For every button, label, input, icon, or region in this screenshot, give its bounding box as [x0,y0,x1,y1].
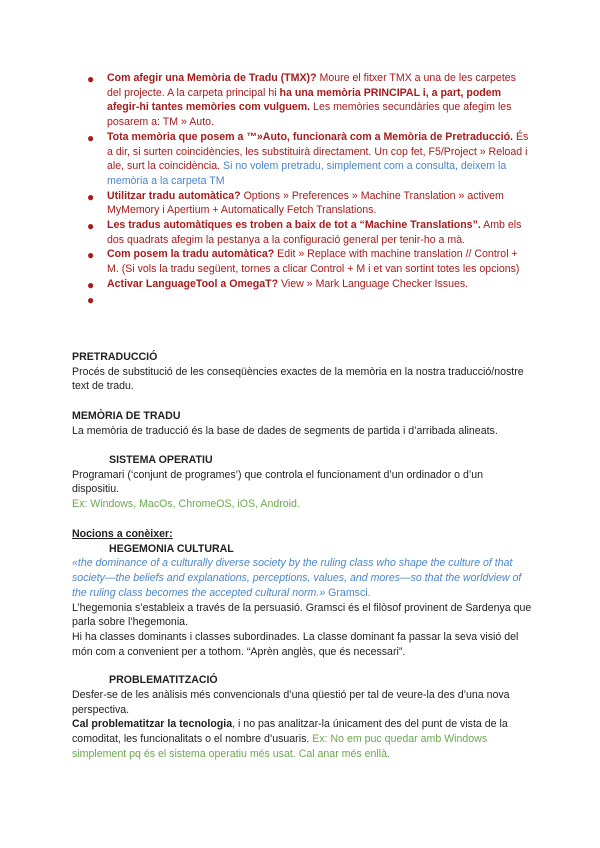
paragraph: L’hegemonia s’estableix a través de la persuasió. Gramsci és el filòsof provinent de Sardenya que parla sobre l’hegemonia. [72,601,532,629]
bold-text: Cal problematitzar la tecnologia [72,718,233,731]
bullet-icon: ● [87,189,95,204]
quote-block [72,556,532,600]
paragraph: Desfer-se de les anàlisis més convencionals d’una qüestió per tal de veure-la des d’una nova perspectiva. [72,689,510,716]
bullet-icon: ● [87,130,95,145]
section-title: MEMÒRIA DE TRADU [72,410,181,422]
subsection-title: HEGEMONIA CULTURAL [109,542,234,555]
answer-bold-text: ha una memòria PRINCIPAL i, a part, podem afegir-hi tantes memòries com vulguem. [107,86,502,114]
list-item [87,189,532,218]
example-text: Ex: Windows, MacOs, ChromeOS, iOS, Android. [72,498,300,511]
list-item [87,218,532,247]
section-title: PRETRADUCCIÓ [72,351,158,363]
example-text: Ex: No em puc quedar amb Windows simplement pq és el sistema operatiu més usat. Cal anar més enllà. [72,733,488,760]
answer-text: View » Mark Language Checker Issues. [278,277,469,290]
quote-text: «the dominance of a culturally diverse society by the ruling class who shape the culture of that society—the beliefs and explanations, perceptions, values, and mores—so that the worldview of the ruling class becomes the accepted cultural norm.» [72,557,522,599]
bullet-icon: ● [87,219,95,234]
question-text: Activar LanguageTool a OmegaT? [107,277,279,290]
section-body: La memòria de traducció és la base de dades de segments de partida i d’arribada alineats. [72,424,498,437]
question-text: Com posem la tradu automàtica? [107,248,275,261]
question-text: Les tradus automàtiques es troben a baix de tot a “Machine Translations”. [107,219,481,232]
section-body: Programari (‘conjunt de programes’) que controla el funcionament d’un ordinador o d’un dispositiu. [72,468,484,496]
bullet-icon: ● [87,292,95,307]
section-title: SISTEMA OPERATIU [109,454,213,466]
paragraph: Hi ha classes dominants i classes subordinades. La classe dominant fa passar la seva visió del món com a convenient per a tothom. “Aprèn anglès, que és necessari”. [72,630,519,658]
answer-text: És a dir, si surten coincidències, les substituirà directament. Un cop fet, F5/Project » Reload i ale, surt la coincidència. [107,130,529,173]
answer-text: Edit » Replace with machine translation // Control + M. (Si vols la tradu següent, tornes a clicar Control + M i et van sortint totes les opcions) [107,248,520,276]
section-nocions [72,527,532,762]
note-text: Si no volem pretradu, simplement com a consulta, deixem la memòria a la carpeta TM [107,160,507,187]
answer-text: Les memòries secundàries que afegim les posarem a: TM » Auto. [107,101,512,129]
bullet-list [87,71,532,307]
list-item [87,277,532,292]
section-body: Procés de substitució de les conseqüències exactes de la memòria en la nostra traducció/nostre text de tradu. [72,365,524,393]
subsection-title: PROBLEMATITZACIÓ [109,674,218,687]
list-item [87,71,532,130]
answer-text: Options » Preferences » Machine Translation » activem MyMemory i Apertium + Automatically Fetch Translations. [107,189,504,217]
section-memoria [72,409,532,438]
question-text: Tota memòria que posem a ™»Auto, funcionarà com a Memòria de Pretraducció. [107,130,513,143]
section-sistema [72,453,532,512]
quote-author: Gramsci. [325,586,371,599]
question-text: Com afegir una Memòria de Tradu (TMX)? [107,72,317,84]
bullet-icon: ● [87,277,95,292]
list-item [87,247,532,276]
body-text: , i no pas analitzar-la únicament des del punt de vista de la comoditat, les funcionalitats o el nombre d’usuaris. [72,718,508,746]
answer-text: Moure el fitxer TMX a una de les carpetes del projecte. A la carpeta principal hi [107,72,516,99]
paragraph [72,717,532,761]
section-pretraduccio [72,350,532,394]
list-item-empty [87,292,532,307]
section-title: Nocions a conèixer: [72,528,173,540]
list-item [87,130,532,189]
question-text: Utilitzar tradu automàtica? [107,189,241,202]
bullet-icon: ● [87,248,95,263]
bullet-icon: ● [87,72,95,86]
answer-text: Amb els dos quadrats afegim la pestanya a la configuració general per tenir-ho a mà. [107,219,522,246]
